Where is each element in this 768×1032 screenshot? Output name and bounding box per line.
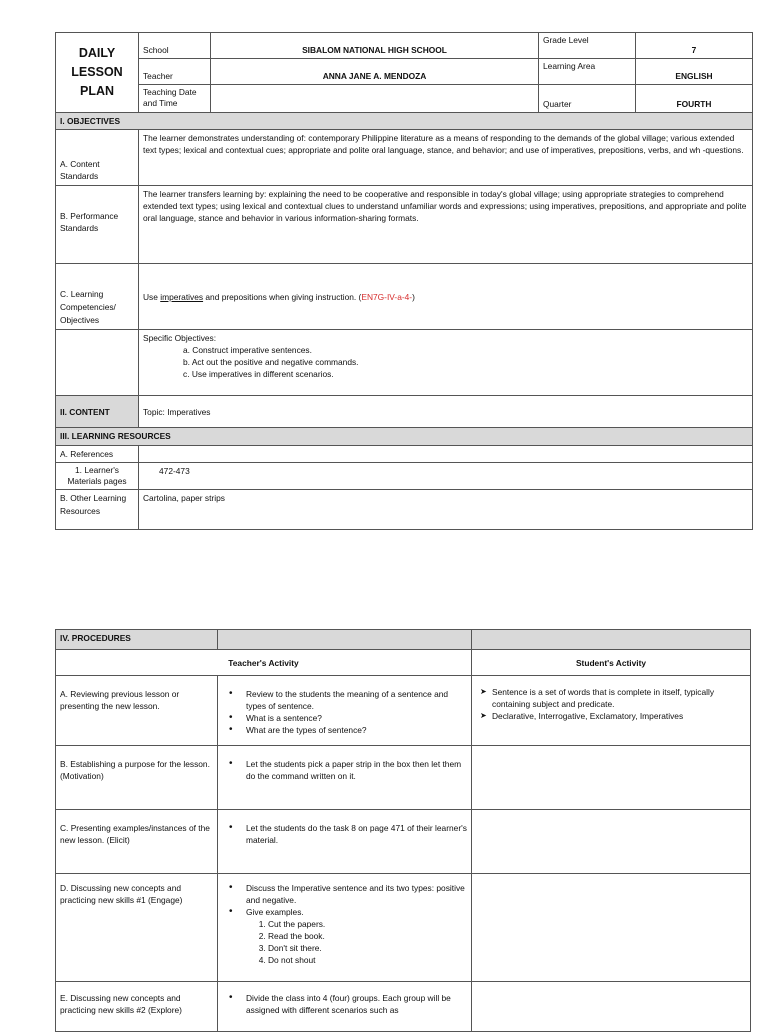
lesson-header-table [55, 32, 753, 530]
performance-standards-label: B. Performance Standards [56, 186, 139, 264]
list-item: • Discuss the Imperative sentence and its two types: positive and negative. [222, 882, 467, 906]
area-value: ENGLISH [636, 59, 753, 85]
procedures-heading-blank [218, 630, 472, 650]
specific-objective: c. Use imperatives in different scenarios. [183, 369, 334, 379]
list-item: • What are the types of sentence? [222, 724, 467, 736]
teacher-value: ANNA JANE A. MENDOZA [211, 59, 539, 85]
quarter-label: Quarter [539, 85, 636, 113]
procedure-label: B. Establishing a purpose for the lesson. (Motivation) [56, 746, 218, 810]
references-label: A. References [56, 446, 139, 463]
list-item: ➤ Declarative, Interrogative, Exclamatory, Imperatives [476, 710, 746, 722]
list-item: • Divide the class into 4 (four) groups. Each group will be assigned with different scenarios such as [222, 992, 467, 1016]
list-item: • Let the students do the task 8 on page 471 of their learner's material. [222, 822, 467, 846]
teacher-activity [218, 810, 472, 874]
student-activity [472, 810, 751, 874]
content-standards-text: The learner demonstrates understanding of: contemporary Philippine literature as a means of responding to the demands of the global village; various extended text types; lexical and contextual cues; appropriate and polite oral language, stance, and behavior; and use of imperatives, prepositions, verbs, and wh -questions. [139, 130, 753, 186]
plan-title: DAILY LESSON PLAN [56, 33, 139, 113]
procedure-row [56, 982, 751, 1032]
list-item: 3. Don't sit there. [268, 942, 467, 954]
grade-value: 7 [636, 33, 753, 59]
date-label: Teaching Date and Time [139, 85, 211, 113]
list-item: 2. Read the book. [268, 930, 467, 942]
school-label: School [139, 33, 211, 59]
competencies-label: C. Learning Competencies/ Objectives [56, 264, 139, 330]
student-activity [472, 982, 751, 1032]
procedures-table [55, 629, 751, 1032]
references-value [139, 446, 753, 463]
teacher-activity-header: Teacher's Activity [56, 650, 472, 676]
lm-pages-value: 472-473 [139, 463, 753, 490]
specific-objectives: Specific Objectives: a. Construct imperative sentences. b. Act out the positive and negative commands. c. Use imperatives in different scenarios. [139, 330, 753, 396]
student-activity [472, 746, 751, 810]
grade-label: Grade Level [539, 33, 636, 59]
procedures-heading-blank [472, 630, 751, 650]
resources-heading: III. LEARNING RESOURCES [56, 428, 753, 446]
student-activity-header: Student's Activity [472, 650, 751, 676]
other-resources-value: Cartolina, paper strips [139, 490, 753, 530]
procedure-label: D. Discussing new concepts and practicing new skills #1 (Engage) [56, 874, 218, 982]
teacher-activity [218, 746, 472, 810]
list-item: • Give examples. [222, 906, 467, 918]
performance-standards-text: The learner transfers learning by: explaining the need to be cooperative and responsible in today's global village; using appropriate strategies to comprehend extended text types; using lexical and contextual clues to understand unfamiliar words and expressions; using imperatives, prepositions, and appropriate and polite oral language, stance and behavior in various information-sharing formats. [139, 186, 753, 264]
teacher-activity [218, 676, 472, 746]
lm-pages-label: 1. Learner's Materials pages [56, 463, 139, 490]
procedure-row [56, 676, 751, 746]
list-item: 1. Cut the papers. [268, 918, 467, 930]
procedure-label: A. Reviewing previous lesson or presenting the new lesson. [56, 676, 218, 746]
quarter-value: FOURTH [636, 85, 753, 113]
list-item: • What is a sentence? [222, 712, 467, 724]
content-heading: II. CONTENT [56, 396, 139, 428]
content-standards-label: A. Content Standards [56, 130, 139, 186]
content-topic: Topic: Imperatives [139, 396, 753, 428]
other-resources-label: B. Other Learning Resources [56, 490, 139, 530]
teacher-label: Teacher [139, 59, 211, 85]
competency-code: EN7G-IV-a-4- [361, 291, 413, 302]
school-value: SIBALOM NATIONAL HIGH SCHOOL [211, 33, 539, 59]
area-label: Learning Area [539, 59, 636, 85]
student-activity [472, 676, 751, 746]
procedure-label: E. Discussing new concepts and practicing new skills #2 (Explore) [56, 982, 218, 1032]
teacher-activity [218, 982, 472, 1032]
imperatives-term: imperatives [160, 291, 204, 302]
competencies-text: Use imperatives and prepositions when giving instruction. (EN7G-IV-a-4-) [139, 264, 753, 330]
objectives-heading: I. OBJECTIVES [56, 113, 753, 130]
specific-objectives-label-cell [56, 330, 139, 396]
teacher-activity [218, 874, 472, 982]
procedure-row [56, 810, 751, 874]
date-value [211, 85, 539, 113]
student-activity [472, 874, 751, 982]
list-item: ➤ Sentence is a set of words that is complete in itself, typically containing subject and predicate. [476, 686, 746, 710]
procedures-heading: IV. PROCEDURES [56, 630, 218, 650]
procedure-label: C. Presenting examples/instances of the new lesson. (Elicit) [56, 810, 218, 874]
list-item: • Let the students pick a paper strip in the box then let them do the command written on it. [222, 758, 467, 782]
procedure-row [56, 874, 751, 982]
list-item: • Review to the students the meaning of a sentence and types of sentence. [222, 688, 467, 712]
list-item: 4. Do not shout [268, 954, 467, 966]
specific-objective: b. Act out the positive and negative commands. [183, 357, 359, 367]
procedure-row [56, 746, 751, 810]
specific-objective: a. Construct imperative sentences. [183, 345, 312, 355]
